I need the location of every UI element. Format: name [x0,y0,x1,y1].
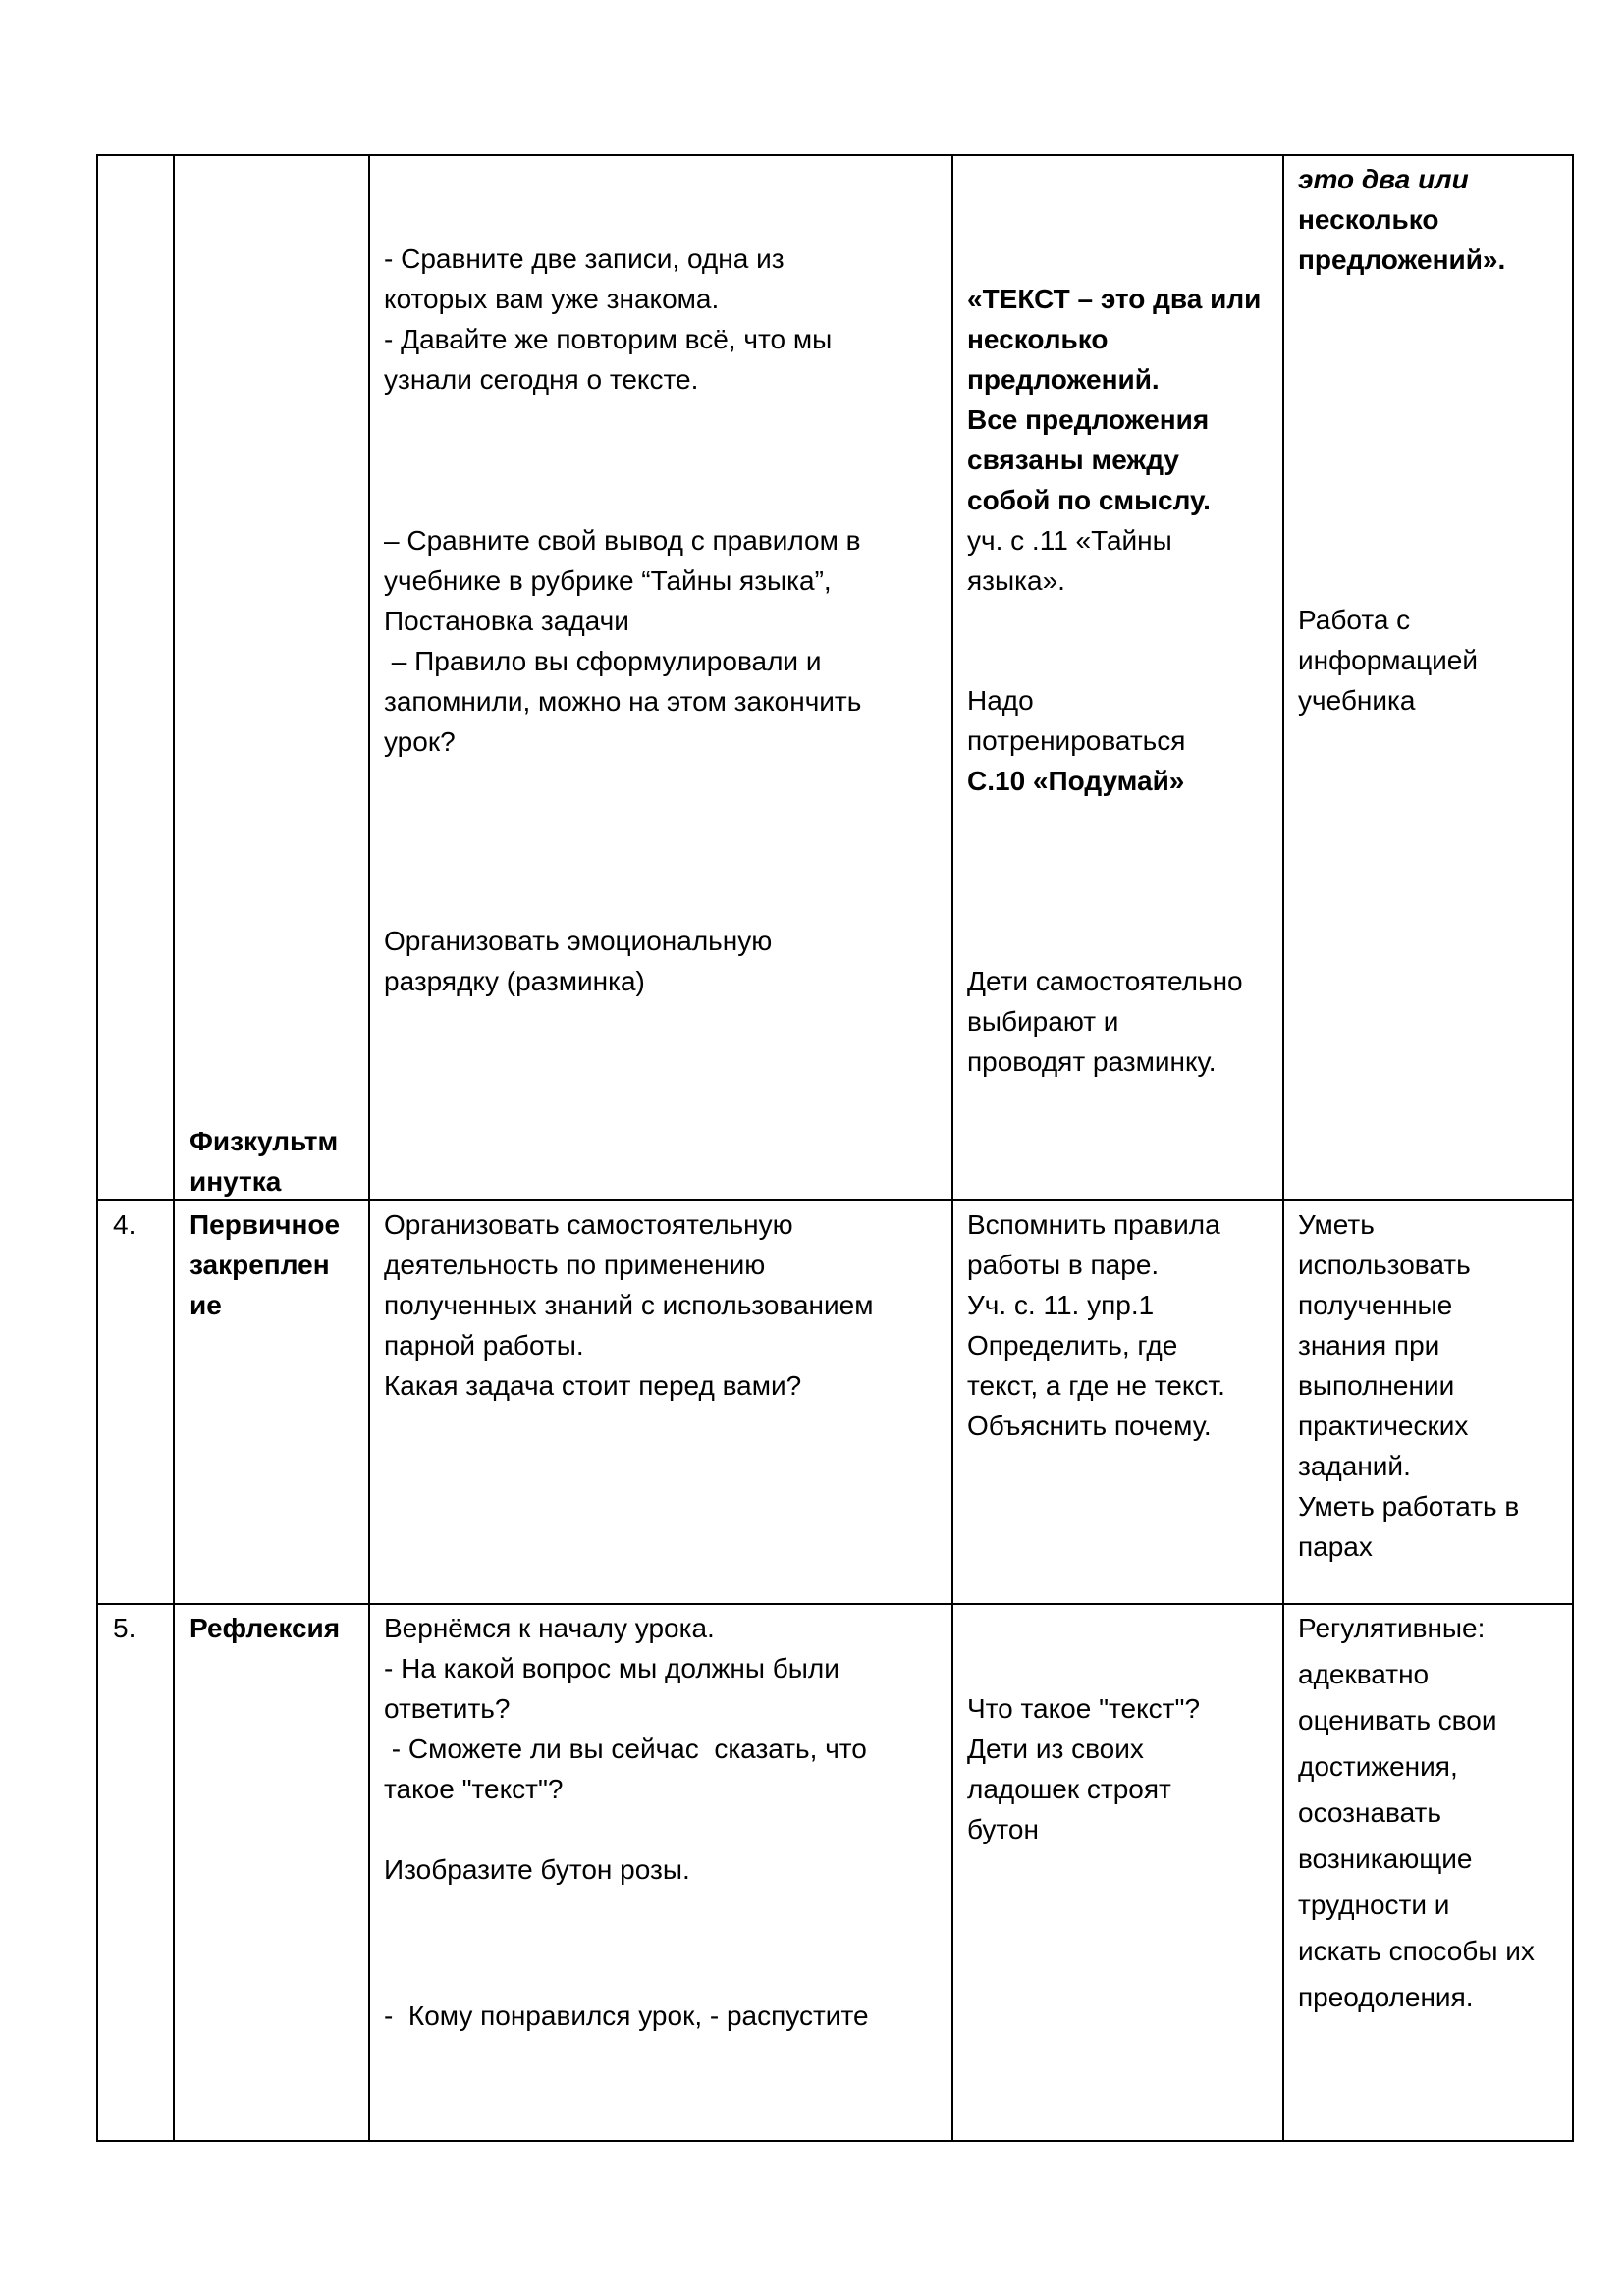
text-line: преодоления. [1298,1982,1474,2012]
text-line: - Сравните две записи, одна из [384,243,785,274]
table-right-border [1572,154,1574,2142]
text-line: бутон [967,1814,1039,1844]
stage-cell-consolidation [189,1204,340,1325]
column-divider-4 [1282,154,1284,2142]
text-line: - Сможете ли вы сейчас сказать, что [384,1734,867,1764]
student-activity-reflection [967,1688,1200,1849]
text-line: предложений». [1298,244,1506,275]
text-line: оценивать свои [1298,1705,1497,1735]
text-line: собой по смыслу. [967,485,1211,515]
text-line: Вспомнить правила [967,1209,1220,1240]
text-line: Все предложения [967,404,1210,435]
text-line: Что такое "текст"? [967,1693,1201,1724]
text-line: практических [1298,1411,1469,1441]
stage-line: закреплен [189,1250,330,1280]
text-line: несколько [967,324,1109,354]
text-line: Уч. с. 11. упр.1 [967,1290,1155,1320]
text-line: использовать [1298,1250,1471,1280]
stage-line: Рефлексия [189,1613,341,1643]
text-line: – Сравните свой вывод с правилом в [384,525,861,556]
text-line: потренироваться [967,725,1186,756]
stage-line: ие [189,1290,222,1320]
text-line: Надо [967,685,1034,716]
text-line: Уметь работать в [1298,1491,1520,1522]
text-line: Изобразите бутон розы. [384,1854,690,1885]
text-line: Определить, где [967,1330,1178,1361]
text-line: Вернёмся к началу урока. [384,1613,715,1643]
column-divider-2 [368,154,370,2142]
teacher-activity-liked-lesson [384,1996,869,2036]
text-line: возникающие [1298,1843,1473,1874]
text-line: такое "текст"? [384,1774,564,1804]
text-line: Организовать самостоятельную [384,1209,793,1240]
student-activity-consolidation [967,1204,1225,1446]
text-line: урок? [384,726,456,757]
text-line: знания при [1298,1330,1440,1361]
column-divider-3 [951,154,953,2142]
student-activity-block-definition [967,279,1261,601]
text-line: Дети самостоятельно [967,966,1243,996]
row-number [113,1204,135,1245]
table-bottom-border [96,2140,1573,2142]
stage-cell-reflection [189,1608,340,1648]
text-line: предложений. [967,364,1160,395]
text-line: разрядку (разминка) [384,966,645,996]
text-line: осознавать [1298,1797,1441,1828]
table-top-border [96,154,1573,156]
text-line: полученные [1298,1290,1453,1320]
text-line: выбирают и [967,1006,1119,1037]
text-line: достижения, [1298,1751,1458,1782]
text-line: текст, а где не текст. [967,1370,1225,1401]
text-line: учебника [1298,685,1416,716]
text-line: работы в паре. [967,1250,1160,1280]
text-line: Дети из своих [967,1734,1144,1764]
text-line: узнали сегодня о тексте. [384,364,699,395]
teacher-activity-rose-bud [384,1849,690,1890]
text-line: «ТЕКСТ – это два или [967,284,1262,314]
teacher-activity-block-rule [384,520,861,762]
text-line: 5. [113,1613,136,1643]
text-line: связаны между [967,445,1179,475]
result-block-textbook [1298,600,1478,721]
text-line: уч. с .11 «Тайны [967,525,1172,556]
text-line: учебнике в рубрике “Тайны языка”, [384,565,832,596]
text-line: парной работы. [384,1330,584,1361]
text-line: заданий. [1298,1451,1411,1481]
result-reflection [1298,1605,1535,2020]
teacher-activity-reflection [384,1608,867,1809]
text-line: выполнении [1298,1370,1455,1401]
text-line: проводят разминку. [967,1046,1217,1077]
stage-cell-physical-break [189,1121,338,1201]
text-line: запомнили, можно на этом закончить [384,686,862,717]
text-line: - Кому понравился урок, - распустите [384,2001,869,2031]
text-line: Какая задача стоит перед вами? [384,1370,802,1401]
text-line: которых вам уже знакома. [384,284,720,314]
text-line: полученных знаний с использованием [384,1290,874,1320]
text-line: Организовать эмоциональную [384,926,773,956]
text-line: трудности и [1298,1890,1450,1920]
text-line: ладошек строят [967,1774,1171,1804]
text-line: Уметь [1298,1209,1375,1240]
student-activity-block-practice [967,680,1185,801]
table-left-border [96,154,98,2142]
text-line: – Правило вы сформулировали и [384,646,822,676]
text-line: это два или [1298,164,1469,194]
text-line: Регулятивные: [1298,1613,1486,1643]
text-line: С.10 «Подумай» [967,766,1185,796]
column-divider-1 [173,154,175,2142]
text-line: несколько [1298,204,1439,235]
text-line: Работа с [1298,605,1411,635]
text-line: парах [1298,1531,1373,1562]
teacher-activity-block-warmup [384,921,772,1001]
stage-line: Первичное [189,1209,341,1240]
teacher-activity-block-compare [384,239,832,400]
text-line: Объяснить почему. [967,1411,1212,1441]
text-line: ответить? [384,1693,511,1724]
text-line: языка». [967,565,1065,596]
result-block-definition [1298,159,1505,280]
text-line: деятельность по применению [384,1250,766,1280]
text-line: информацией [1298,645,1478,675]
text-line: искать способы их [1298,1936,1535,1966]
row-number [113,1608,135,1648]
teacher-activity-consolidation [384,1204,873,1406]
stage-line: инутка [189,1166,282,1197]
result-consolidation [1298,1204,1519,1567]
student-activity-block-warmup [967,961,1243,1082]
stage-line: Физкультм [189,1126,339,1156]
text-line: - Давайте же повторим всё, что мы [384,324,833,354]
text-line: 4. [113,1209,136,1240]
text-line: адекватно [1298,1659,1430,1689]
text-line: Постановка задачи [384,606,629,636]
text-line: - На какой вопрос мы должны были [384,1653,839,1683]
